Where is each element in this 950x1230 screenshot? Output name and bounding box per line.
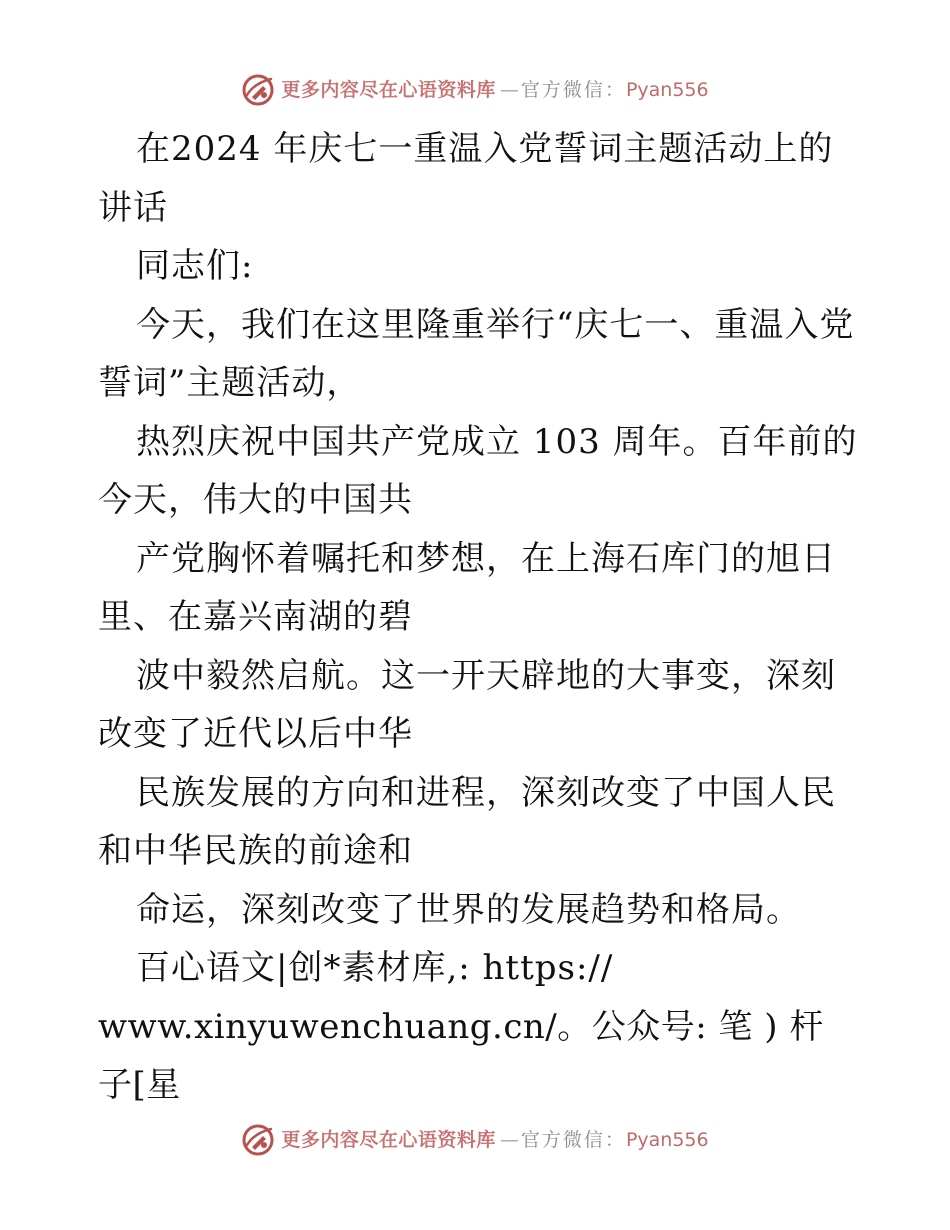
banner-slogan: 更多内容尽在心语资料库 — [281, 78, 496, 101]
banner-contact-label: 官方微信： — [520, 78, 626, 101]
banner-contact-id: Pyan556 — [625, 1128, 709, 1151]
footer-watermark-banner — [0, 1120, 950, 1160]
brand-logo-icon — [241, 1123, 275, 1157]
paragraph-3: 产党胸怀着嘱托和梦想，在上海石库门的旭日里、在嘉兴南湖的碧 — [98, 538, 836, 637]
paragraph-4: 波中毅然启航。这一开天辟地的大事变，深刻改变了近代以后中华 — [98, 655, 836, 754]
banner-separator: — — [499, 1128, 517, 1151]
banner-contact-label: 官方微信： — [520, 1128, 626, 1151]
banner-slogan: 更多内容尽在心语资料库 — [281, 1128, 496, 1151]
brand-logo-icon — [241, 73, 275, 107]
banner-contact-id: Pyan556 — [625, 78, 709, 101]
paragraph-5: 民族发展的方向和进程，深刻改变了中国人民和中华民族的前途和 — [98, 772, 836, 871]
paragraph-2: 热烈庆祝中国共产党成立 103 周年。百年前的今天，伟大的中国共 — [98, 421, 858, 520]
header-watermark-banner — [0, 70, 950, 110]
banner-separator: — — [499, 78, 517, 101]
source-line-2: www.xinyuwenchuang.cn/。公众号: 笔 ) 杆子[星 — [98, 1006, 824, 1105]
source-line-1: 百心语文|创*素材库,: https:// — [136, 948, 614, 988]
paragraph-6: 命运，深刻改变了世界的发展趋势和格局。 — [136, 889, 801, 930]
paragraph-1: 今天，我们在这里隆重举行“庆七一、重温入党誓词”主题活动， — [98, 304, 855, 403]
salutation: 同志们: — [136, 246, 254, 286]
document-title: 在2024 年庆七一重温入党誓词主题活动上的讲话 — [98, 129, 834, 228]
document-body — [98, 120, 858, 1115]
